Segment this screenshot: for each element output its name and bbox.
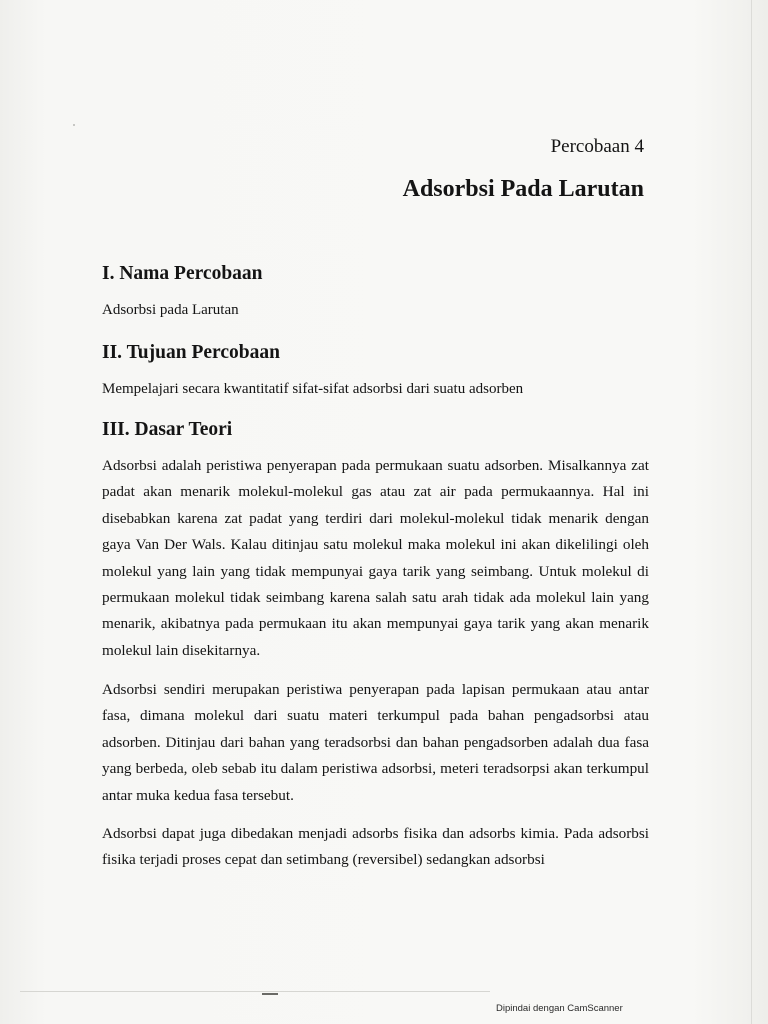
section-heading: II. Tujuan Percobaan [102,342,280,363]
document-title: Adsorbsi Pada Larutan [402,176,644,202]
section-text: Mempelajari secara kwantitatif sifat-sifat adsorbsi dari suatu adsorben [102,381,524,397]
scan-speck [73,124,75,126]
section-dasar-teori [102,418,649,442]
section-text: Adsorbsi pada Larutan [102,302,239,318]
page-edge-right [751,0,752,1024]
section-heading: III. Dasar Teori [102,419,233,440]
section-nama-percobaan [102,262,649,320]
theory-paragraph-3: Adsorbsi dapat juga dibedakan menjadi adsorbs fisika dan adsorbs kimia. Pada adsorbsi fisika terjadi proses cepat dan setimbang (reversibel) sedangkan adsorbsi [102,825,649,869]
scanner-watermark: Dipindai dengan CamScanner [496,1003,623,1014]
theory-paragraph-1: Adsorbsi adalah peristiwa penyerapan pada permukaan suatu adsorben. Misalkannya zat padat akan menarik molekul-molekul gas atau zat air pada permukaannya. Hal ini disebabkan karena zat padat yang terdiri dari molekul-molekul tidak menarik dengan gaya Van Der Wals. Kalau ditinjau satu molekul maka molekul ini akan dikelilingi oleh molekul yang lain yang tidak mempunyai gaya tarik yang seimbang. Untuk molekul di permukaan molekul tidak seimbang karena salah satu arah tidak ada molekul lain yang menarik, akibatnya pada permukaan itu akan mempunyai gaya tarik yang akan menarik molekul lain disekitarnya. [102,457,649,659]
theory-paragraph-2: Adsorbsi sendiri merupakan peristiwa penyerapan pada lapisan permukaan atau antar fasa, dimana molekul dari suatu materi terkumpul pada bahan pengadsorbsi atau adsorben. Ditinjau dari bahan yang teradsorbsi dan bahan pengadsorben adalah dua fasa yang berbeda, oleb sebab itu dalam peristiwa adsorbsi, meteri teradsorpsi akan terkumpul antar muka kedua fasa tersebut. [102,681,649,804]
section-tujuan-percobaan [102,341,649,399]
page-bottom-edge [20,991,490,992]
experiment-number: Percobaan 4 [550,136,644,157]
scan-mark [262,993,278,995]
section-heading: I. Nama Percobaan [102,263,263,284]
